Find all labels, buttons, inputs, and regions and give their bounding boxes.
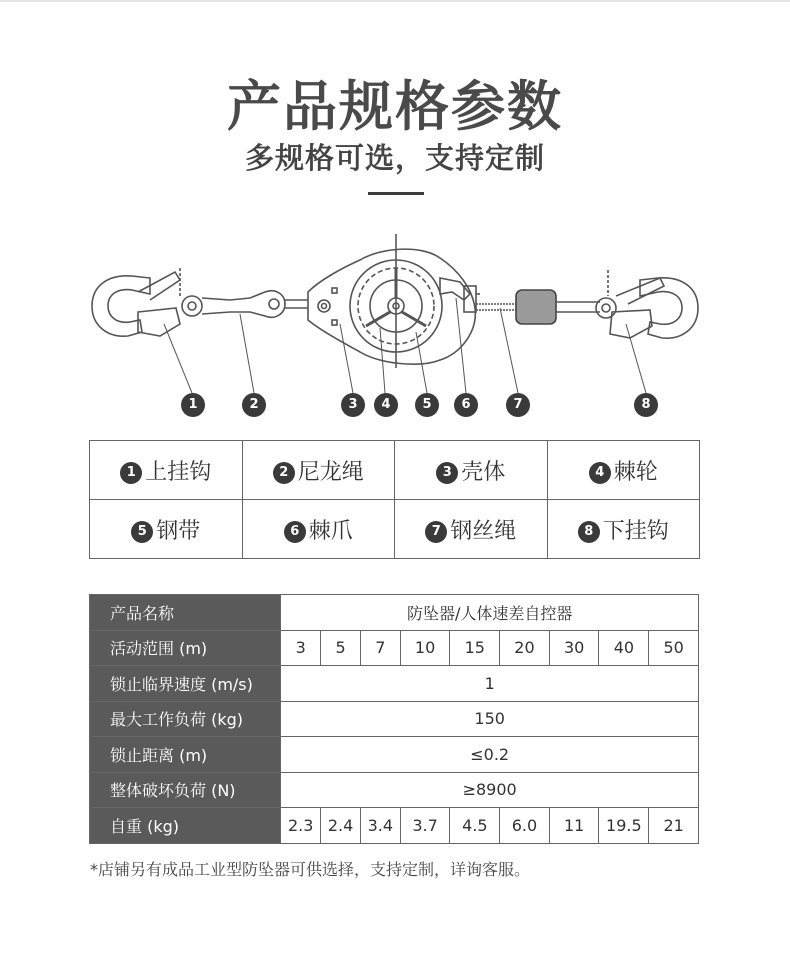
part-number-badge: 3 [436,462,458,484]
callout-row [0,393,790,419]
footnote: *店铺另有成品工业型防坠器可供选择，支持定制，详询客服。 [90,860,531,879]
steel-wire [476,304,516,310]
range-cell: 30 [549,630,599,666]
lower-hook [640,278,698,338]
break-load-value: ≥8900 [281,772,699,808]
part-cell [395,441,548,500]
part-number-badge: 4 [589,462,611,484]
page-title: 产品规格参数 [227,75,563,138]
weight-cell: 3.7 [400,808,450,844]
range-cell: 15 [450,630,500,666]
range-cell: 7 [360,630,400,666]
part-name: 尼龙绳 [297,459,364,485]
table-row [90,666,699,702]
nylon-strap [202,291,285,318]
part-number-badge: 7 [425,521,447,543]
range-cell: 10 [400,630,450,666]
pawl [440,278,470,300]
lock-speed-value: 1 [281,666,699,702]
part-name: 钢丝绳 [450,518,517,544]
table-row [90,772,699,808]
table-row [90,701,699,737]
part-number-badge: 8 [578,521,600,543]
part-number-badge: 5 [131,521,153,543]
callout-8: 8 [634,393,658,417]
weight-cell: 21 [649,808,699,844]
casing [308,249,475,364]
table-row [90,595,699,631]
part-cell [90,441,243,500]
row-label: 最大工作负荷 (kg) [90,701,281,737]
row-label: 产品名称 [90,595,281,631]
callout-5: 5 [415,393,439,417]
row-label: 锁止临界速度 (m/s) [90,666,281,702]
top-divider [0,0,790,2]
row-label: 自重 (kg) [90,808,281,844]
table-row [90,630,699,666]
part-number-badge: 2 [273,462,295,484]
part-name: 钢带 [156,518,201,544]
callout-2: 2 [242,393,266,417]
product-name-value: 防坠器/人体速差自控器 [281,595,699,631]
part-number-badge: 6 [284,521,306,543]
part-cell [242,441,395,500]
part-cell [547,500,700,559]
range-cell: 20 [500,630,550,666]
parts-legend-table [89,440,700,559]
weight-cell: 4.5 [450,808,500,844]
title-underline [368,192,424,195]
weight-cell: 2.3 [281,808,321,844]
row-label: 活动范围 (m) [90,630,281,666]
range-cell: 5 [321,630,361,666]
range-cell: 3 [281,630,321,666]
lock-distance-value: ≤0.2 [281,737,699,773]
callout-6: 6 [454,393,478,417]
spec-table [89,594,699,844]
callout-1: 1 [181,393,205,417]
weight-cell: 11 [549,808,599,844]
row-label: 整体破坏负荷 (N) [90,772,281,808]
max-load-value: 150 [281,701,699,737]
part-cell [395,500,548,559]
part-name: 下挂钩 [602,518,669,544]
table-row [90,808,699,844]
part-number-badge: 1 [120,462,142,484]
part-name: 棘轮 [613,459,658,485]
part-name: 棘爪 [308,518,353,544]
part-name: 上挂钩 [145,459,212,485]
part-name: 壳体 [461,459,506,485]
part-cell [547,441,700,500]
page-subtitle: 多规格可选，支持定制 [244,141,545,175]
range-cell: 50 [649,630,699,666]
weight-cell: 3.4 [360,808,400,844]
callout-4: 4 [374,393,398,417]
callout-3: 3 [341,393,365,417]
callout-7: 7 [506,393,530,417]
range-cell: 40 [599,630,649,666]
part-cell [90,500,243,559]
weight-cell: 19.5 [599,808,649,844]
table-row [90,737,699,773]
part-cell [242,500,395,559]
upper-hook [92,276,150,336]
weight-cell: 6.0 [500,808,550,844]
row-label: 锁止距离 (m) [90,737,281,773]
weight-cell: 2.4 [321,808,361,844]
